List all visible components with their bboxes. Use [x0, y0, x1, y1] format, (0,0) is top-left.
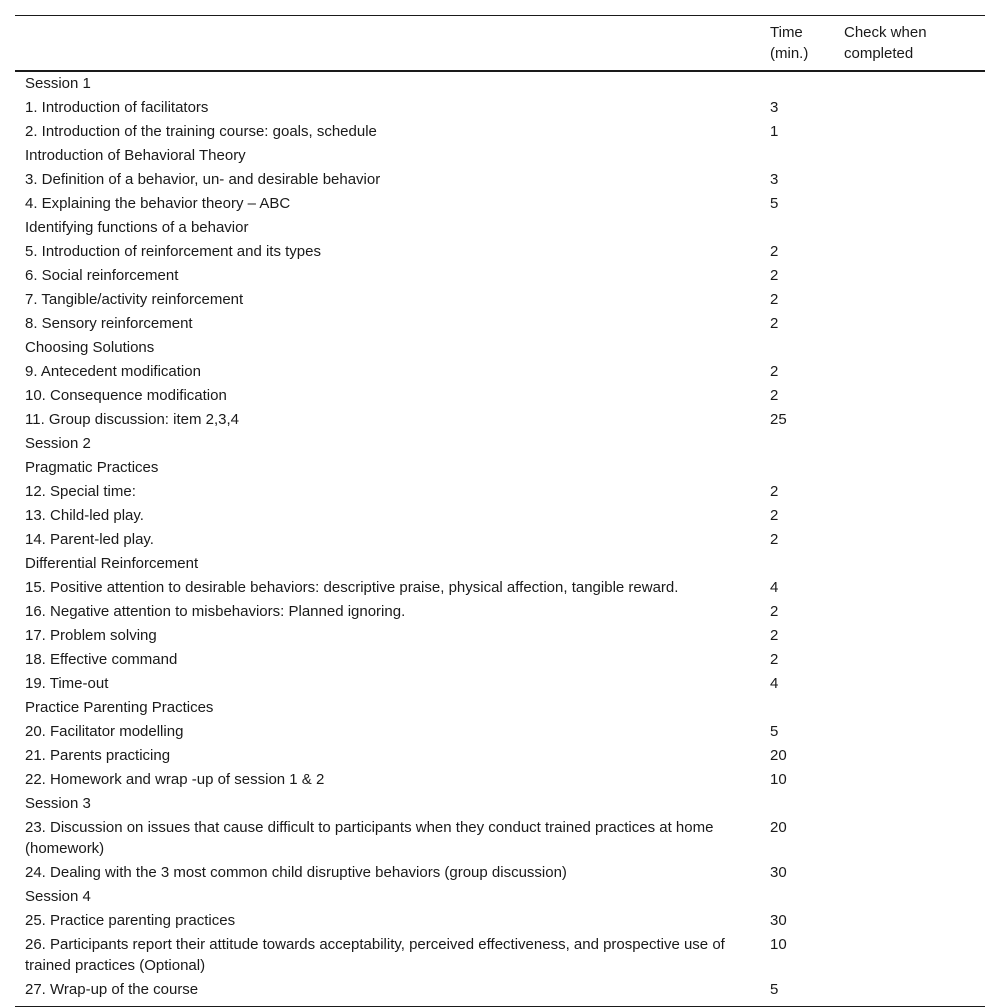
check-cell — [839, 456, 985, 480]
table-row — [15, 978, 985, 1007]
check-cell — [839, 744, 985, 768]
activity-label: 22. Homework and wrap -up of session 1 & 2 — [25, 771, 325, 788]
activity-label: 15. Positive attention to desirable behaviors: descriptive praise, physical affection, tangible reward. — [25, 579, 679, 596]
check-cell — [839, 909, 985, 933]
table-row — [15, 933, 985, 978]
activity-label: 19. Time-out — [25, 675, 109, 692]
table-row — [15, 96, 985, 120]
header-time: Time (min.) — [770, 24, 809, 62]
table-row — [15, 528, 985, 552]
section-label: Pragmatic Practices — [25, 459, 159, 476]
table-row — [15, 744, 985, 768]
time-cell: 2 — [770, 627, 779, 644]
check-cell — [839, 144, 985, 168]
table-row — [15, 600, 985, 624]
table-header — [15, 16, 985, 72]
time-cell: 5 — [770, 723, 779, 740]
check-cell — [839, 816, 985, 861]
time-cell: 2 — [770, 243, 779, 260]
training-schedule-table — [15, 15, 985, 1007]
time-cell: 4 — [770, 579, 779, 596]
activity-label: 16. Negative attention to misbehaviors: Planned ignoring. — [25, 603, 406, 620]
table-row — [15, 360, 985, 384]
header-check: Check when completed — [844, 24, 927, 62]
time-cell: 25 — [770, 411, 787, 428]
check-cell — [839, 312, 985, 336]
time-cell — [760, 432, 839, 456]
check-cell — [839, 696, 985, 720]
table-row — [15, 312, 985, 336]
check-cell — [839, 792, 985, 816]
check-cell — [839, 240, 985, 264]
time-cell: 30 — [770, 864, 787, 881]
time-cell — [760, 336, 839, 360]
section-row — [15, 885, 985, 909]
check-cell — [839, 576, 985, 600]
table-row — [15, 168, 985, 192]
activity-label: 1. Introduction of facilitators — [25, 99, 209, 116]
header-row — [15, 16, 985, 72]
section-label: Session 3 — [25, 795, 91, 812]
activity-label: 7. Tangible/activity reinforcement — [25, 291, 244, 308]
header-item — [15, 16, 760, 72]
table-row — [15, 120, 985, 144]
check-cell — [839, 504, 985, 528]
section-row — [15, 144, 985, 168]
check-cell — [839, 216, 985, 240]
check-cell — [839, 432, 985, 456]
check-cell — [839, 360, 985, 384]
check-cell — [839, 336, 985, 360]
time-cell — [760, 144, 839, 168]
table-row — [15, 480, 985, 504]
time-cell: 2 — [770, 363, 779, 380]
time-cell: 3 — [770, 171, 779, 188]
time-cell — [760, 696, 839, 720]
activity-label: 3. Definition of a behavior, un- and desirable behavior — [25, 171, 381, 188]
time-cell: 2 — [770, 483, 779, 500]
time-cell: 20 — [770, 747, 787, 764]
section-label: Differential Reinforcement — [25, 555, 199, 572]
check-cell — [839, 528, 985, 552]
check-cell — [839, 624, 985, 648]
time-cell: 2 — [770, 507, 779, 524]
table-row — [15, 504, 985, 528]
table-row — [15, 408, 985, 432]
activity-label: 25. Practice parenting practices — [25, 912, 236, 929]
check-cell — [839, 408, 985, 432]
table-row — [15, 576, 985, 600]
activity-label: 12. Special time: — [25, 483, 136, 500]
check-cell — [839, 168, 985, 192]
activity-label: 17. Problem solving — [25, 627, 157, 644]
section-row — [15, 336, 985, 360]
check-cell — [839, 672, 985, 696]
time-cell: 10 — [770, 936, 787, 953]
section-label: Introduction of Behavioral Theory — [25, 147, 246, 164]
activity-label: 5. Introduction of reinforcement and its types — [25, 243, 321, 260]
section-row — [15, 432, 985, 456]
section-label: Identifying functions of a behavior — [25, 219, 249, 236]
time-cell: 5 — [770, 195, 779, 212]
time-cell: 2 — [770, 315, 779, 332]
table-row — [15, 816, 985, 861]
check-cell — [839, 600, 985, 624]
table-row — [15, 909, 985, 933]
table-row — [15, 861, 985, 885]
activity-label: 11. Group discussion: item 2,3,4 — [25, 411, 239, 428]
table-row — [15, 648, 985, 672]
table-row — [15, 720, 985, 744]
table-body — [15, 71, 985, 1007]
check-cell — [839, 71, 985, 96]
time-cell: 1 — [770, 123, 779, 140]
check-cell — [839, 648, 985, 672]
activity-label: 2. Introduction of the training course: goals, schedule — [25, 123, 377, 140]
training-schedule-table-container — [15, 15, 985, 1007]
table-row — [15, 264, 985, 288]
time-cell — [760, 71, 839, 96]
activity-label: 18. Effective command — [25, 651, 178, 668]
check-cell — [839, 192, 985, 216]
section-row — [15, 792, 985, 816]
time-cell — [760, 552, 839, 576]
section-label: Session 4 — [25, 888, 91, 905]
time-cell: 2 — [770, 531, 779, 548]
activity-label: 6. Social reinforcement — [25, 267, 179, 284]
time-cell: 2 — [770, 603, 779, 620]
table-row — [15, 288, 985, 312]
table-row — [15, 768, 985, 792]
section-label: Choosing Solutions — [25, 339, 155, 356]
activity-label: 4. Explaining the behavior theory – ABC — [25, 195, 291, 212]
activity-label: 23. Discussion on issues that cause difficult to participants when they conduct trained practices at home (homework) — [25, 819, 714, 857]
time-cell: 4 — [770, 675, 779, 692]
activity-label: 24. Dealing with the 3 most common child disruptive behaviors (group discussion) — [25, 864, 567, 881]
activity-label: 27. Wrap-up of the course — [25, 981, 199, 998]
section-row — [15, 552, 985, 576]
time-cell: 2 — [770, 267, 779, 284]
table-row — [15, 240, 985, 264]
check-cell — [839, 933, 985, 978]
activity-label: 9. Antecedent modification — [25, 363, 201, 380]
section-label: Session 1 — [25, 75, 91, 92]
check-cell — [839, 861, 985, 885]
activity-label: 20. Facilitator modelling — [25, 723, 184, 740]
check-cell — [839, 480, 985, 504]
time-cell — [760, 216, 839, 240]
activity-label: 14. Parent-led play. — [25, 531, 154, 548]
check-cell — [839, 768, 985, 792]
section-row — [15, 216, 985, 240]
activity-label: 13. Child-led play. — [25, 507, 144, 524]
check-cell — [839, 264, 985, 288]
section-row — [15, 456, 985, 480]
check-cell — [839, 885, 985, 909]
time-cell: 10 — [770, 771, 787, 788]
time-cell: 20 — [770, 819, 787, 836]
check-cell — [839, 96, 985, 120]
time-cell — [760, 885, 839, 909]
table-row — [15, 192, 985, 216]
time-cell: 5 — [770, 981, 779, 998]
time-cell: 2 — [770, 387, 779, 404]
section-label: Session 2 — [25, 435, 91, 452]
table-row — [15, 672, 985, 696]
check-cell — [839, 288, 985, 312]
time-cell: 30 — [770, 912, 787, 929]
activity-label: 26. Participants report their attitude towards acceptability, perceived effectiveness, and prospective use of trained practices (Optional) — [25, 936, 725, 974]
check-cell — [839, 720, 985, 744]
activity-label: 8. Sensory reinforcement — [25, 315, 193, 332]
time-cell: 2 — [770, 651, 779, 668]
check-cell — [839, 384, 985, 408]
check-cell — [839, 978, 985, 1007]
time-cell — [760, 456, 839, 480]
activity-label: 21. Parents practicing — [25, 747, 171, 764]
check-cell — [839, 552, 985, 576]
section-row — [15, 71, 985, 96]
time-cell — [760, 792, 839, 816]
time-cell: 2 — [770, 291, 779, 308]
section-row — [15, 696, 985, 720]
table-row — [15, 384, 985, 408]
time-cell: 3 — [770, 99, 779, 116]
check-cell — [839, 120, 985, 144]
section-label: Practice Parenting Practices — [25, 699, 214, 716]
activity-label: 10. Consequence modification — [25, 387, 227, 404]
table-row — [15, 624, 985, 648]
